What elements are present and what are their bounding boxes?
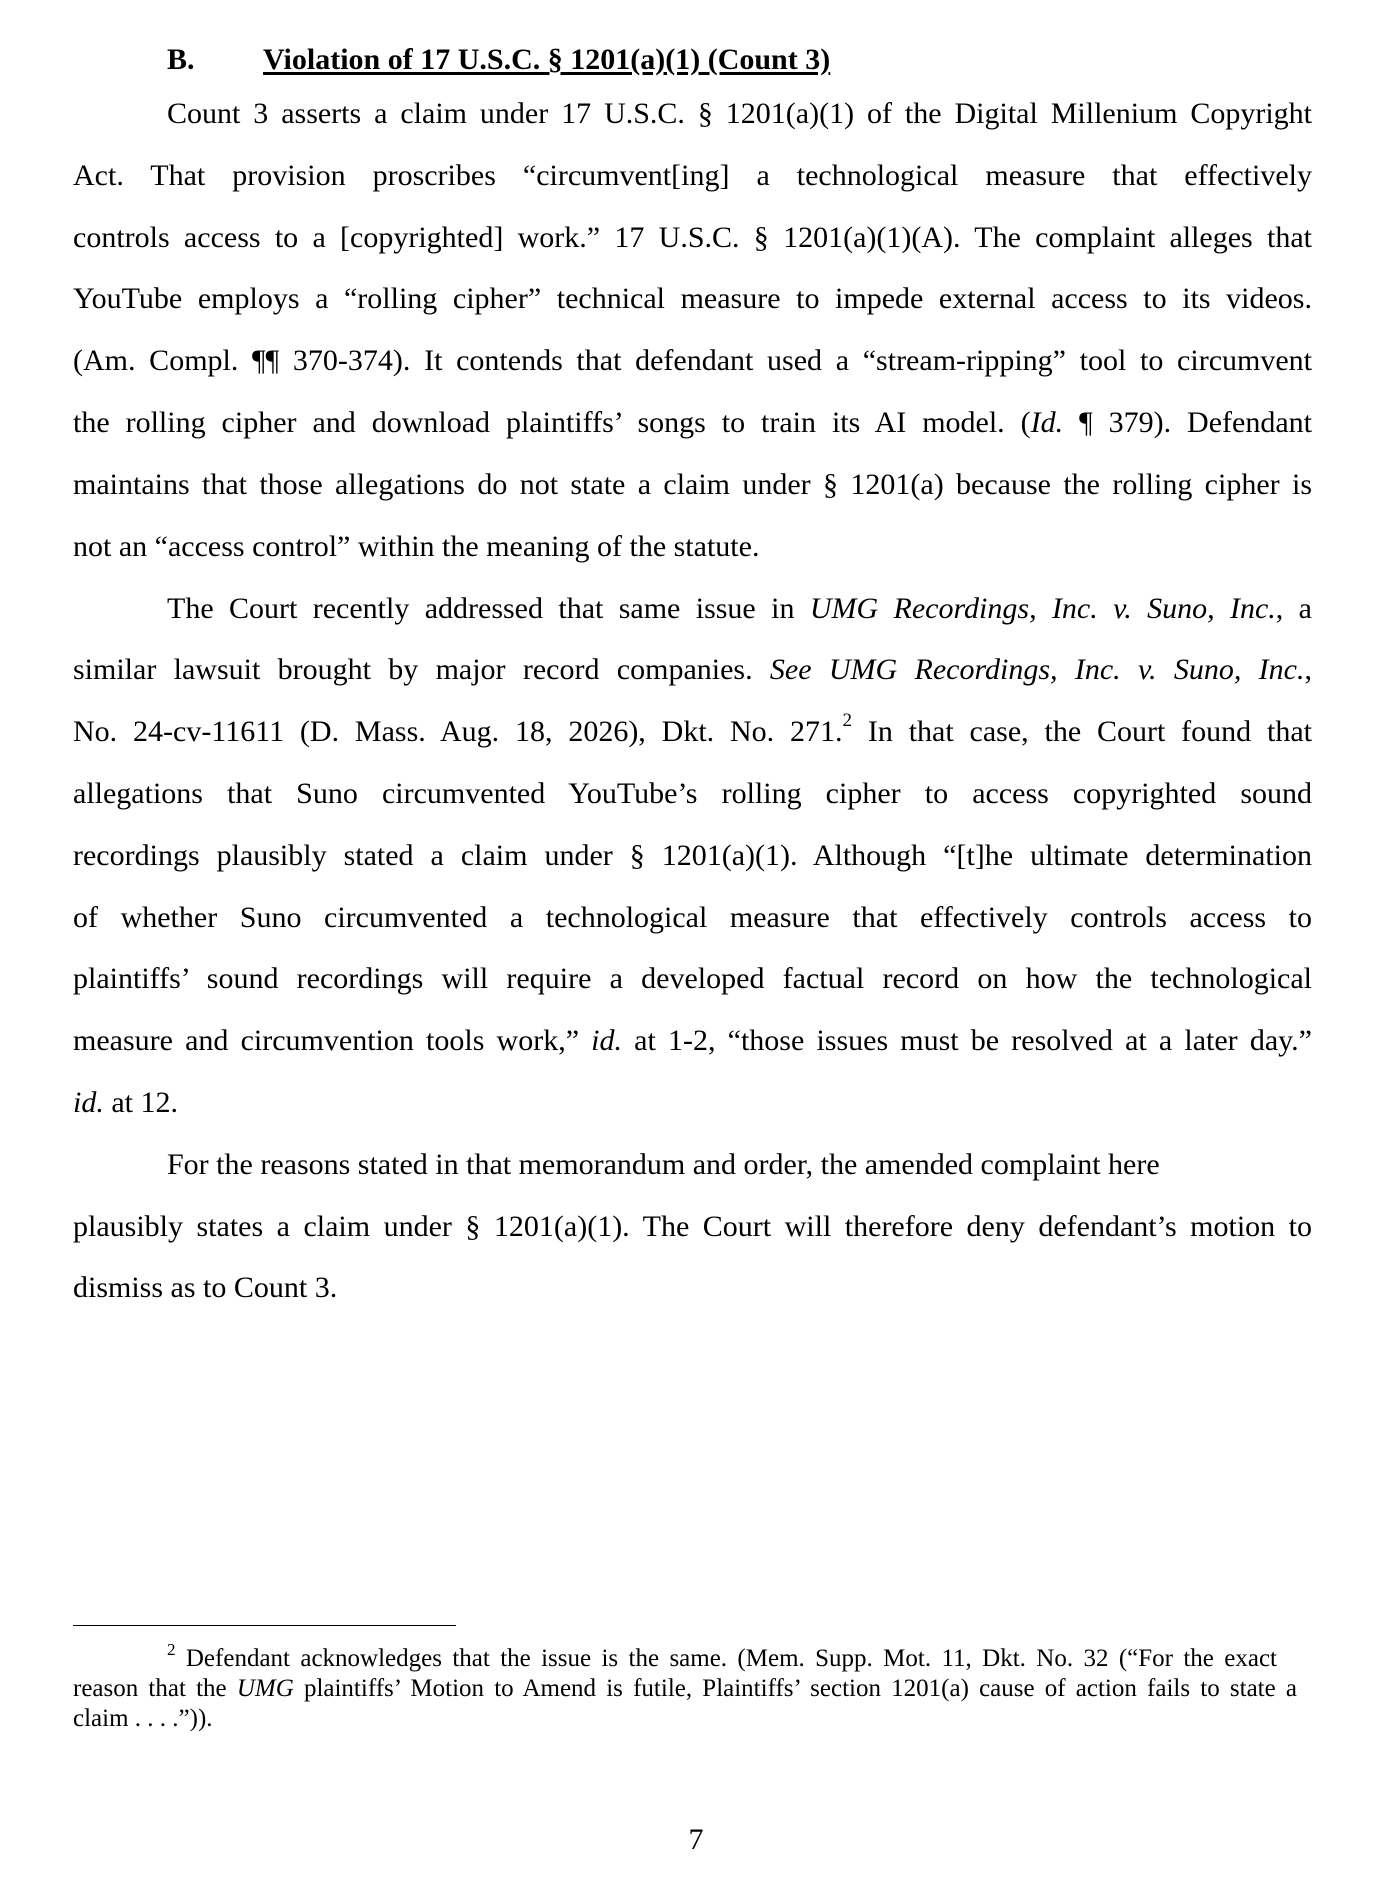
section-heading xyxy=(167,38,830,82)
footnote-divider xyxy=(73,1625,456,1626)
body-line: YouTube employs a “rolling cipher” technical measure to impede external access to its videos. xyxy=(73,282,1312,315)
body-line: recordings plausibly stated a claim under § 1201(a)(1). Although “[t]he ultimate determination xyxy=(73,839,1312,872)
section-title: Violation of 17 U.S.C. § 1201(a)(1) (Count 3) xyxy=(263,43,831,76)
body-line: allegations that Suno circumvented YouTube’s rolling cipher to access copyrighted sound xyxy=(73,777,1312,810)
footnote-line: claim . . . .”)). xyxy=(73,1705,213,1732)
footnote-marker: 2 xyxy=(167,1639,176,1659)
body-line: For the reasons stated in that memorandum and order, the amended complaint here xyxy=(167,1148,1160,1181)
body-line: maintains that those allegations do not state a claim under § 1201(a) because the rolling cipher is xyxy=(73,468,1312,501)
body-line: plausibly states a claim under § 1201(a)(1). The Court will therefore deny defendant’s motion to xyxy=(73,1210,1312,1243)
body-line: No. 24-cv-11611 (D. Mass. Aug. 18, 2026), Dkt. No. 271.$^2$ In that case, the Court found that xyxy=(73,710,1312,748)
page-number: 7 xyxy=(688,1823,704,1856)
body-line: id. at 12. xyxy=(73,1086,178,1119)
body-line: the rolling cipher and download plaintiffs’ songs to train its AI model. (Id. ¶ 379). Defendant xyxy=(73,406,1312,439)
footnote-line: $^2$ Defendant acknowledges that the issue is the same. (Mem. Supp. Mot. 11, Dkt. No. 32 (“For the exact xyxy=(167,1639,1277,1672)
section-letter: B. xyxy=(167,43,195,76)
body-line: The Court recently addressed that same issue in UMG Recordings, Inc. v. Suno, Inc., a xyxy=(167,592,1312,625)
body-line: Count 3 asserts a claim under 17 U.S.C. § 1201(a)(1) of the Digital Millenium Copyright xyxy=(167,97,1312,130)
body-line: measure and circumvention tools work,” id. at 1-2, “those issues must be resolved at a later day.” xyxy=(73,1024,1312,1057)
footnote-reference: 2 xyxy=(842,710,853,731)
footnote-line: reason that the UMG plaintiffs’ Motion to Amend is futile, Plaintiffs’ section 1201(a) cause of action fails to state a xyxy=(73,1675,1297,1702)
body-line: of whether Suno circumvented a technological measure that effectively controls access to xyxy=(73,901,1312,934)
body-line: controls access to a [copyrighted] work.” 17 U.S.C. § 1201(a)(1)(A). The complaint alleges that xyxy=(73,221,1312,254)
body-line: plaintiffs’ sound recordings will require a developed factual record on how the technological xyxy=(73,962,1312,995)
body-line: similar lawsuit brought by major record companies. See UMG Recordings, Inc. v. Suno, Inc., xyxy=(73,653,1312,686)
body-line: Act. That provision proscribes “circumvent[ing] a technological measure that effectively xyxy=(73,159,1312,192)
body-line: dismiss as to Count 3. xyxy=(73,1271,338,1304)
body-line: not an “access control” within the meaning of the statute. xyxy=(73,530,760,563)
body-line: (Am. Compl. ¶¶ 370-374). It contends that defendant used a “stream-ripping” tool to circumvent xyxy=(73,344,1312,377)
